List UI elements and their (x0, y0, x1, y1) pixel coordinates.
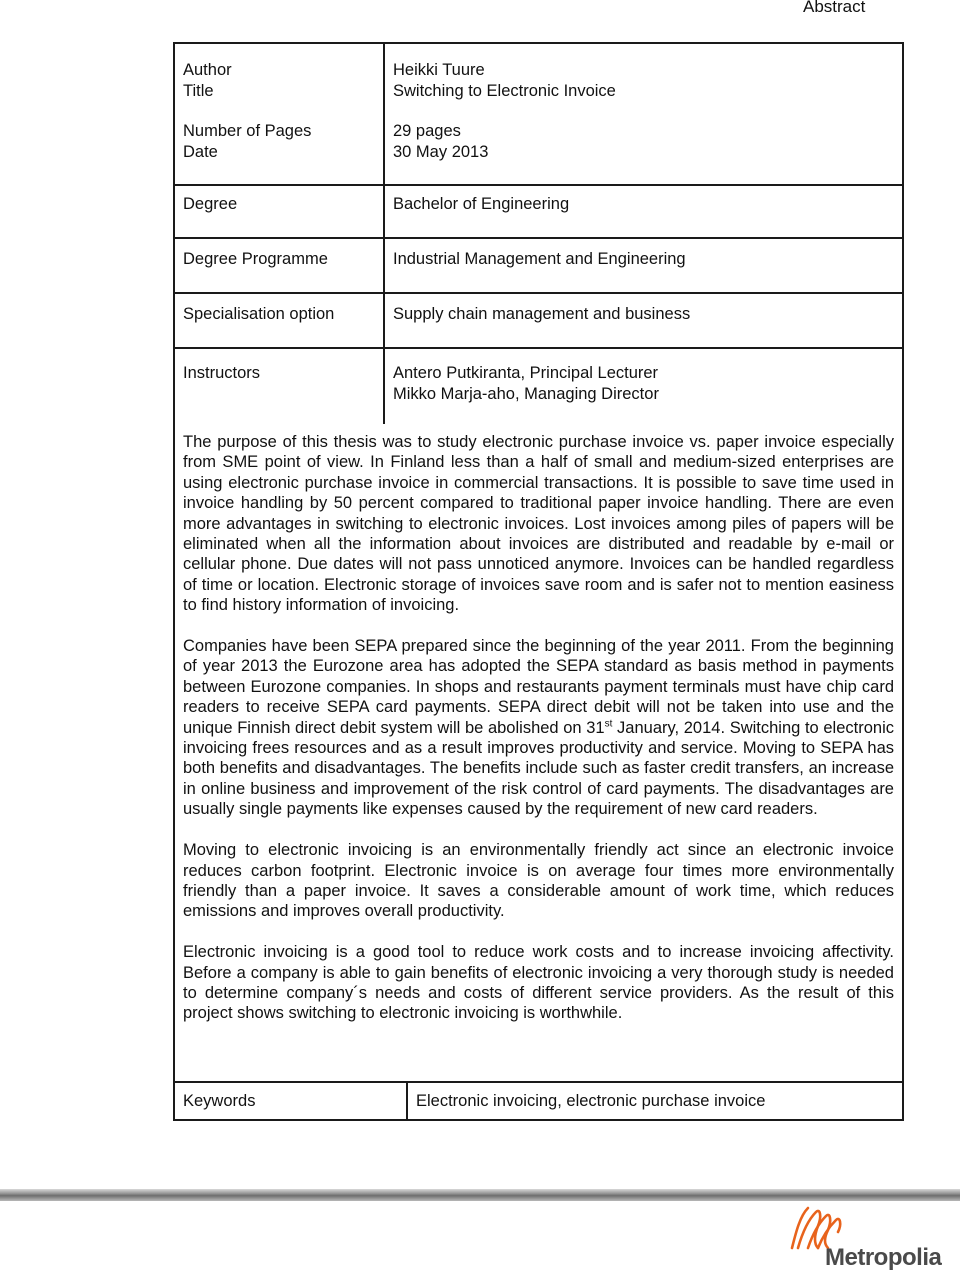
keywords-label: Keywords (183, 1092, 256, 1110)
programme-label: Degree Programme (183, 250, 328, 268)
specialisation-label: Specialisation option (183, 305, 335, 323)
abstract-paragraph-2-part-1: Companies have been SEPA prepared since the beginning of the year 2011. From the beginning of year 2013 the Eurozone area has adopted the SEPA standard as basis method in payments between Eurozone companies. In shops and restaurants payment terminals must have chip card readers to receive SEPA card payments. SEPA direct debit will not be taken into use and the unique Finnish direct debit system will be abolished on 31 (183, 637, 894, 737)
title-label: Title (183, 81, 214, 100)
meta-row-programme (175, 239, 902, 294)
page-heading: Abstract (803, 0, 866, 16)
author-value: Heikki Tuure (393, 61, 485, 79)
date-ordinal-suffix: st (604, 718, 613, 730)
abstract-paragraph-2-part-2: January, 2014. Switching to electronic invoicing frees resources and as a result improves productivity and service. Moving to SEPA has both benefits and disadvantages. The benefits include such as faster credit transfers, an increase in online business and improvement of the risk control of card payments. The disadvantages are usually single payments like expenses caused by the requirement of new card readers. (183, 718, 894, 819)
abstract-paragraph-3: Moving to electronic invoicing is an environmentally friendly act since an electronic invoice reduces carbon footprint. Electronic invoice is on average four times more environmentally friendly than a paper invoice. It saves a considerable amount of work time, which reduces emissions and improves overall productivity. (183, 841, 894, 921)
meta-row-degree (175, 186, 902, 239)
programme-value: Industrial Management and Engineering (393, 250, 686, 268)
abstract-paragraph-1: The purpose of this thesis was to study electronic purchase invoice vs. paper invoice especially from SME point of view. In Finland less than a half of small and medium-sized enterprises are using electronic purchase invoice in commercial transactions. It is possible to save time used in invoice handling by 50 percent compared to traditional paper invoice handling. There are even more advantages in switching to electronic invoices. Lost invoices among piles of papers will be eliminated when all the information about invoices are distributed and readable by e-mail or cellular phone. Due dates will not pass unnoticed anymore. Invoices can be handled regardless of time or location. Electronic storage of invoices save room and is safer not to mention easiness to find history information of invoicing. (183, 433, 894, 615)
keywords-row (175, 1081, 902, 1121)
meta-row-instructors (175, 349, 902, 424)
footer-divider (0, 1189, 960, 1201)
abstract-body (183, 432, 894, 1044)
date-label: Date (183, 142, 218, 161)
instructors-label: Instructors (183, 364, 261, 382)
metropolia-logo-text: Metropolia (825, 1244, 942, 1271)
instructor-2: Mikko Marja-aho, Managing Director (393, 384, 659, 403)
degree-value: Bachelor of Engineering (393, 195, 570, 213)
title-value: Switching to Electronic Invoice (393, 81, 616, 100)
date-value: 30 May 2013 (393, 142, 489, 161)
keywords-value: Electronic invoicing, electronic purchase invoice (416, 1092, 766, 1110)
abstract-paragraph-2 (183, 636, 894, 820)
pages-label: Number of Pages (183, 122, 312, 140)
abstract-form (173, 42, 904, 1121)
meta-row-author (175, 44, 902, 186)
instructor-1: Antero Putkiranta, Principal Lecturer (393, 364, 659, 382)
abstract-paragraph-4: Electronic invoicing is a good tool to reduce work costs and to increase invoicing affectivity. Before a company is able to gain benefits of electronic invoicing a very thorough study is needed to determine company´s needs and costs of different service providers. As the result of this project shows switching to electronic invoicing is worthwhile. (183, 943, 894, 1023)
pages-value: 29 pages (393, 122, 461, 140)
degree-label: Degree (183, 195, 238, 213)
specialisation-value: Supply chain management and business (393, 305, 691, 323)
meta-row-specialisation (175, 294, 902, 349)
author-label: Author (183, 61, 232, 79)
